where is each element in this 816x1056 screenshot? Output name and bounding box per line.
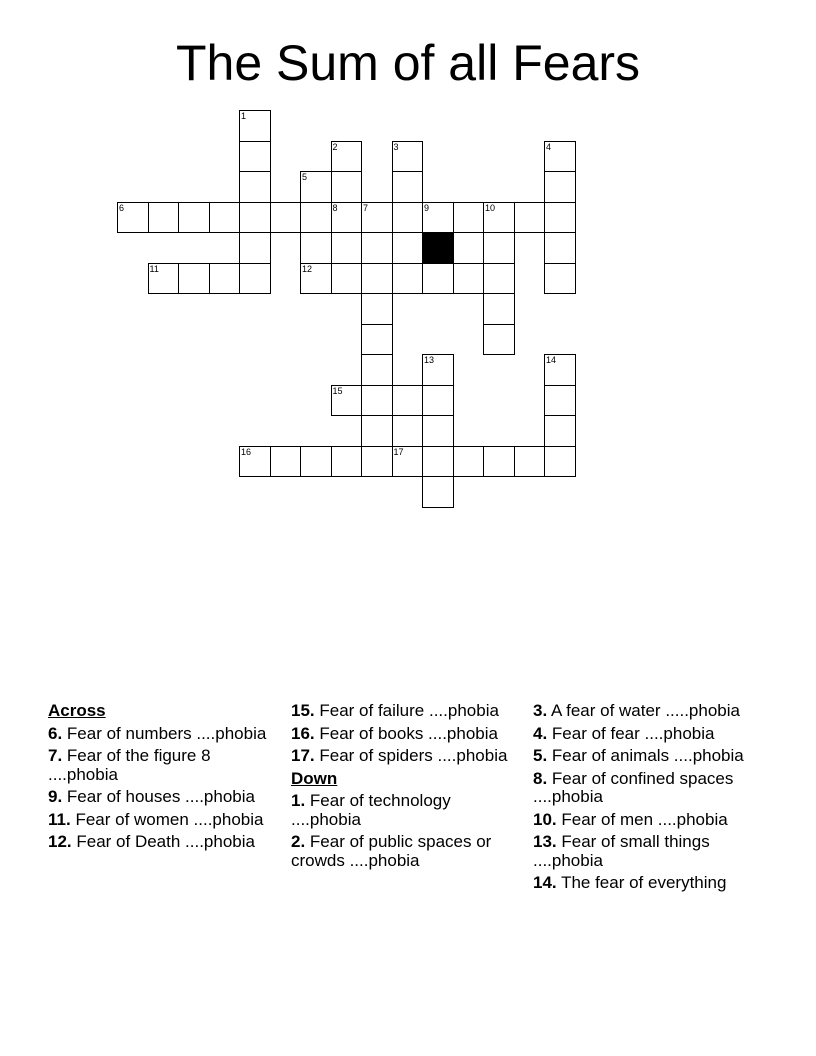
clue-down-1 — [291, 792, 523, 829]
cell-number: 2 — [332, 141, 338, 152]
cell-number: 13 — [424, 355, 435, 365]
grid-block — [422, 232, 454, 264]
grid-cell[interactable] — [117, 202, 149, 234]
grid-cell[interactable] — [239, 263, 271, 295]
grid-cell[interactable] — [422, 476, 454, 508]
cell-number: 1 — [241, 111, 247, 121]
clue-text: Fear of books ....phobia — [319, 723, 498, 743]
clue-text: Fear of the figure 8 ....phobia — [48, 746, 211, 784]
grid-cell[interactable] — [483, 446, 515, 478]
grid-cell[interactable] — [300, 171, 332, 203]
grid-cell[interactable] — [514, 446, 546, 478]
grid-cell[interactable] — [453, 446, 485, 478]
grid-cell[interactable] — [544, 415, 576, 447]
grid-cell[interactable] — [361, 446, 393, 478]
clue-number: 1. — [291, 791, 306, 810]
grid-cell[interactable] — [361, 293, 393, 325]
cell-number: 15 — [332, 385, 343, 396]
grid-cell[interactable] — [514, 202, 546, 234]
grid-cell[interactable] — [453, 263, 485, 295]
grid-cell[interactable] — [422, 263, 454, 295]
grid-cell[interactable] — [361, 354, 393, 386]
clue-number: 11. — [48, 809, 71, 829]
clue-text: Fear of spiders ....phobia — [319, 746, 508, 765]
grid-cell[interactable] — [209, 202, 241, 234]
grid-cell[interactable] — [361, 385, 393, 417]
cell-number: 14 — [546, 355, 557, 365]
grid-cell[interactable] — [300, 263, 332, 295]
grid-cell[interactable] — [209, 263, 241, 295]
clue-across-11 — [48, 811, 280, 830]
cell-number: 9 — [424, 202, 430, 213]
cell-number: 17 — [393, 446, 404, 457]
clue-down-5 — [533, 747, 765, 766]
clue-text: Fear of animals ....phobia — [551, 746, 744, 765]
puzzle-title: The Sum of all Fears — [175, 35, 641, 91]
grid-cell[interactable] — [392, 202, 424, 234]
clue-number: 8. — [533, 768, 548, 788]
grid-cell[interactable] — [331, 171, 363, 203]
clue-down-8 — [533, 770, 765, 807]
clue-down-4 — [533, 725, 765, 744]
clue-text: Fear of failure ....phobia — [319, 701, 499, 720]
grid-cell[interactable] — [422, 354, 454, 386]
clue-across-15 — [291, 702, 523, 721]
grid-cell[interactable] — [453, 202, 485, 234]
clue-across-7 — [48, 747, 280, 784]
grid-cell[interactable] — [331, 202, 363, 234]
clue-across-17 — [291, 747, 523, 766]
grid-cell[interactable] — [239, 110, 271, 142]
grid-cell[interactable] — [544, 171, 576, 203]
grid-cell[interactable] — [483, 293, 515, 325]
grid-cell[interactable] — [544, 354, 576, 386]
cell-number: 16 — [241, 446, 252, 457]
grid-cell[interactable] — [544, 202, 576, 234]
clue-across-12 — [48, 833, 280, 852]
clue-number: 15. — [291, 701, 315, 720]
grid-cell[interactable] — [178, 263, 210, 295]
clue-number: 16. — [291, 723, 315, 743]
cell-number: 5 — [302, 172, 308, 182]
clue-number: 13. — [533, 832, 557, 851]
cell-number: 4 — [546, 141, 552, 152]
grid-cell[interactable] — [361, 324, 393, 356]
crossword-grid — [0, 0, 816, 500]
clue-number: 17. — [291, 746, 315, 765]
grid-cell[interactable] — [361, 232, 393, 264]
grid-cell[interactable] — [392, 263, 424, 295]
clue-number: 4. — [533, 723, 548, 743]
clue-down-13 — [533, 833, 765, 870]
grid-cell[interactable] — [300, 202, 332, 234]
clues-column-1 — [48, 702, 280, 856]
grid-cell[interactable] — [544, 232, 576, 264]
clue-text: Fear of fear ....phobia — [551, 723, 715, 743]
clue-number: 9. — [48, 787, 63, 806]
grid-cell[interactable] — [392, 171, 424, 203]
grid-cell[interactable] — [483, 324, 515, 356]
grid-cell[interactable] — [270, 446, 302, 478]
clue-text: Fear of Death ....phobia — [76, 832, 255, 851]
grid-cell[interactable] — [392, 385, 424, 417]
grid-cell[interactable] — [392, 446, 424, 478]
grid-cell[interactable] — [392, 141, 424, 173]
grid-cell[interactable] — [361, 202, 393, 234]
grid-cell[interactable] — [544, 141, 576, 173]
clue-number: 12. — [48, 832, 72, 851]
cell-number: 12 — [302, 263, 313, 274]
down-heading: Down — [291, 768, 338, 788]
clue-text: Fear of houses ....phobia — [66, 787, 255, 806]
clue-down-3 — [533, 702, 765, 721]
grid-cell[interactable] — [178, 202, 210, 234]
grid-cell[interactable] — [270, 202, 302, 234]
grid-cell[interactable] — [300, 446, 332, 478]
clue-number: 10. — [533, 809, 557, 829]
grid-cell[interactable] — [239, 171, 271, 203]
grid-cell[interactable] — [148, 202, 180, 234]
grid-cell[interactable] — [361, 415, 393, 447]
grid-cell[interactable] — [422, 385, 454, 417]
clue-text: Fear of public spaces or crowds ....phobia — [291, 832, 492, 870]
grid-cell[interactable] — [392, 232, 424, 264]
grid-cell[interactable] — [148, 263, 180, 295]
grid-cell[interactable] — [331, 263, 363, 295]
cell-number: 11 — [149, 263, 159, 274]
cell-number: 7 — [363, 202, 369, 213]
grid-cell[interactable] — [331, 141, 363, 173]
clues-column-2 — [291, 702, 523, 874]
clue-number: 7. — [48, 746, 63, 765]
grid-cell[interactable] — [544, 263, 576, 295]
clue-number: 6. — [48, 723, 63, 743]
grid-cell[interactable] — [483, 263, 515, 295]
grid-cell[interactable] — [422, 202, 454, 234]
clue-down-14 — [533, 874, 765, 893]
grid-cell[interactable] — [483, 232, 515, 264]
clue-across-16 — [291, 725, 523, 744]
grid-cell[interactable] — [239, 202, 271, 234]
grid-cell[interactable] — [239, 141, 271, 173]
clue-down-2 — [291, 833, 523, 870]
clue-text: The fear of everything — [561, 873, 727, 892]
clue-text: Fear of women ....phobia — [75, 809, 264, 829]
clue-number: 2. — [291, 832, 306, 851]
grid-cell[interactable] — [361, 263, 393, 295]
clue-across-6 — [48, 725, 280, 744]
clue-number: 5. — [533, 746, 548, 765]
grid-cell[interactable] — [331, 232, 363, 264]
grid-cell[interactable] — [239, 446, 271, 478]
cell-number: 6 — [119, 202, 125, 213]
grid-cell[interactable] — [331, 385, 363, 417]
clue-number: 3. — [533, 701, 548, 720]
grid-cell[interactable] — [544, 446, 576, 478]
cell-number: 8 — [332, 202, 338, 213]
clue-text: Fear of technology ....phobia — [291, 791, 451, 829]
across-heading: Across — [48, 701, 106, 720]
clue-text: A fear of water .....phobia — [550, 701, 740, 720]
clue-text: Fear of men ....phobia — [561, 809, 728, 829]
clue-text: Fear of confined spaces ....phobia — [533, 768, 734, 806]
grid-cell[interactable] — [300, 232, 332, 264]
clue-across-9 — [48, 788, 280, 807]
clue-text: Fear of numbers ....phobia — [66, 723, 267, 743]
grid-cell[interactable] — [422, 446, 454, 478]
grid-cell[interactable] — [422, 415, 454, 447]
grid-cell[interactable] — [544, 385, 576, 417]
clue-down-10 — [533, 811, 765, 830]
grid-cell[interactable] — [239, 232, 271, 264]
cell-number: 3 — [393, 141, 399, 152]
cell-number: 10 — [485, 202, 496, 213]
grid-cell[interactable] — [483, 202, 515, 234]
grid-cell[interactable] — [331, 446, 363, 478]
clue-number: 14. — [533, 873, 557, 892]
clue-text: Fear of small things ....phobia — [533, 832, 710, 870]
clues-column-3 — [533, 702, 765, 897]
